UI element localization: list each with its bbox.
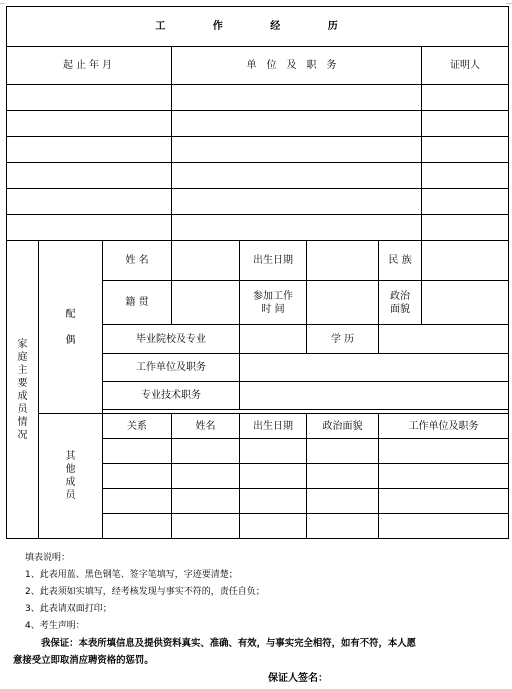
witness-cell[interactable] [422,189,509,215]
work-unit-cell[interactable] [379,489,509,514]
birth-date-cell[interactable] [240,514,307,539]
period-cell[interactable] [7,215,172,241]
spouse-label: 配 偶 [39,241,103,414]
name-cell[interactable] [172,439,240,464]
birth-date-label: 出生日期 [240,241,307,281]
native-place-label: 籍 贯 [103,281,172,325]
notes-heading: 填表说明： [25,553,71,563]
unit-position-cell[interactable] [172,111,422,137]
spouse-education-cell[interactable] [379,325,509,354]
work-experience-form [6,6,509,539]
spouse-native-place-cell[interactable] [172,281,240,325]
unit-position-cell[interactable] [172,85,422,111]
unit-position-cell[interactable] [172,163,422,189]
signature-label: 保证人签名： [268,673,328,684]
note-item: 2、此表须如实填写，经考核发现与事实不符的，责任自负； [25,587,265,597]
school-major-label: 毕业院校及专业 [103,325,240,354]
relation-cell[interactable] [103,464,172,489]
family-section-label: 家 庭 主 要 成 员 情 况 [7,241,39,539]
work-start-label: 参加工作 时 间 [240,281,307,325]
other-political-status-header: 政治面貌 [307,414,379,439]
spouse-work-start-cell[interactable] [307,281,379,325]
witness-cell[interactable] [422,111,509,137]
unit-position-cell[interactable] [172,215,422,241]
work-unit-label: 工作单位及职务 [103,354,240,382]
relation-cell[interactable] [103,514,172,539]
education-label: 学 历 [307,325,379,354]
spouse-name-cell[interactable] [172,241,240,281]
political-status-cell[interactable] [307,439,379,464]
period-cell[interactable] [7,137,172,163]
work-entry-row [7,111,509,137]
work-unit-cell[interactable] [379,514,509,539]
other-birth-date-header: 出生日期 [240,414,307,439]
spouse-political-status-cell[interactable] [422,281,509,325]
political-status-cell[interactable] [307,464,379,489]
relation-cell[interactable] [103,439,172,464]
work-unit-cell[interactable] [379,439,509,464]
period-header: 起止年月 [7,47,172,85]
birth-date-cell[interactable] [240,489,307,514]
work-entry-row [7,163,509,189]
relation-header: 关系 [103,414,172,439]
witness-header: 证明人 [422,47,509,85]
page-edge-left [0,3,5,4]
political-status-label: 政治 面貌 [379,281,422,325]
tech-title-label: 专业技术职务 [103,382,240,410]
unit-position-cell[interactable] [172,189,422,215]
note-item: 4、考生声明： [25,621,85,631]
work-entry-row [7,137,509,163]
relation-cell[interactable] [103,489,172,514]
other-name-header: 姓名 [172,414,240,439]
witness-cell[interactable] [422,85,509,111]
spouse-birth-date-cell[interactable] [307,241,379,281]
ethnicity-label: 民 族 [379,241,422,281]
name-cell[interactable] [172,464,240,489]
political-status-cell[interactable] [307,489,379,514]
period-cell[interactable] [7,111,172,137]
others-label: 其 他 成 员 [39,414,103,539]
work-entry-row [7,189,509,215]
birth-date-cell[interactable] [240,464,307,489]
political-status-cell[interactable] [307,514,379,539]
spouse-tech-title-cell[interactable] [240,382,509,410]
work-entry-row [7,85,509,111]
work-entry-row [7,215,509,241]
guarantee-line-2: 意接受立即取消应聘资格的惩罚。 [13,655,154,666]
note-item: 1、此表用蓝、黑色钢笔、签字笔填写，字迹要清楚； [25,570,238,580]
period-cell[interactable] [7,163,172,189]
witness-cell[interactable] [422,137,509,163]
period-cell[interactable] [7,85,172,111]
unit-position-header: 单位及职务 [172,47,422,85]
name-cell[interactable] [172,514,240,539]
note-item: 3、此表请双面打印； [25,604,112,614]
spouse-work-unit-cell[interactable] [240,354,509,382]
name-label: 姓 名 [103,241,172,281]
unit-position-cell[interactable] [172,137,422,163]
name-cell[interactable] [172,489,240,514]
notes-section [13,550,505,669]
other-work-unit-header: 工作单位及职务 [379,414,509,439]
spouse-school-major-cell[interactable] [240,325,307,354]
period-cell[interactable] [7,189,172,215]
spouse-ethnicity-cell[interactable] [422,241,509,281]
page-edge-right [506,3,512,4]
birth-date-cell[interactable] [240,439,307,464]
witness-cell[interactable] [422,163,509,189]
witness-cell[interactable] [422,215,509,241]
form-title: 工 作 经 历 [7,7,509,47]
work-unit-cell[interactable] [379,464,509,489]
guarantee-line-1: 我保证：本表所填信息及提供资料真实、准确、有效，与事实完全相符，如有不符，本人愿 [41,638,417,649]
